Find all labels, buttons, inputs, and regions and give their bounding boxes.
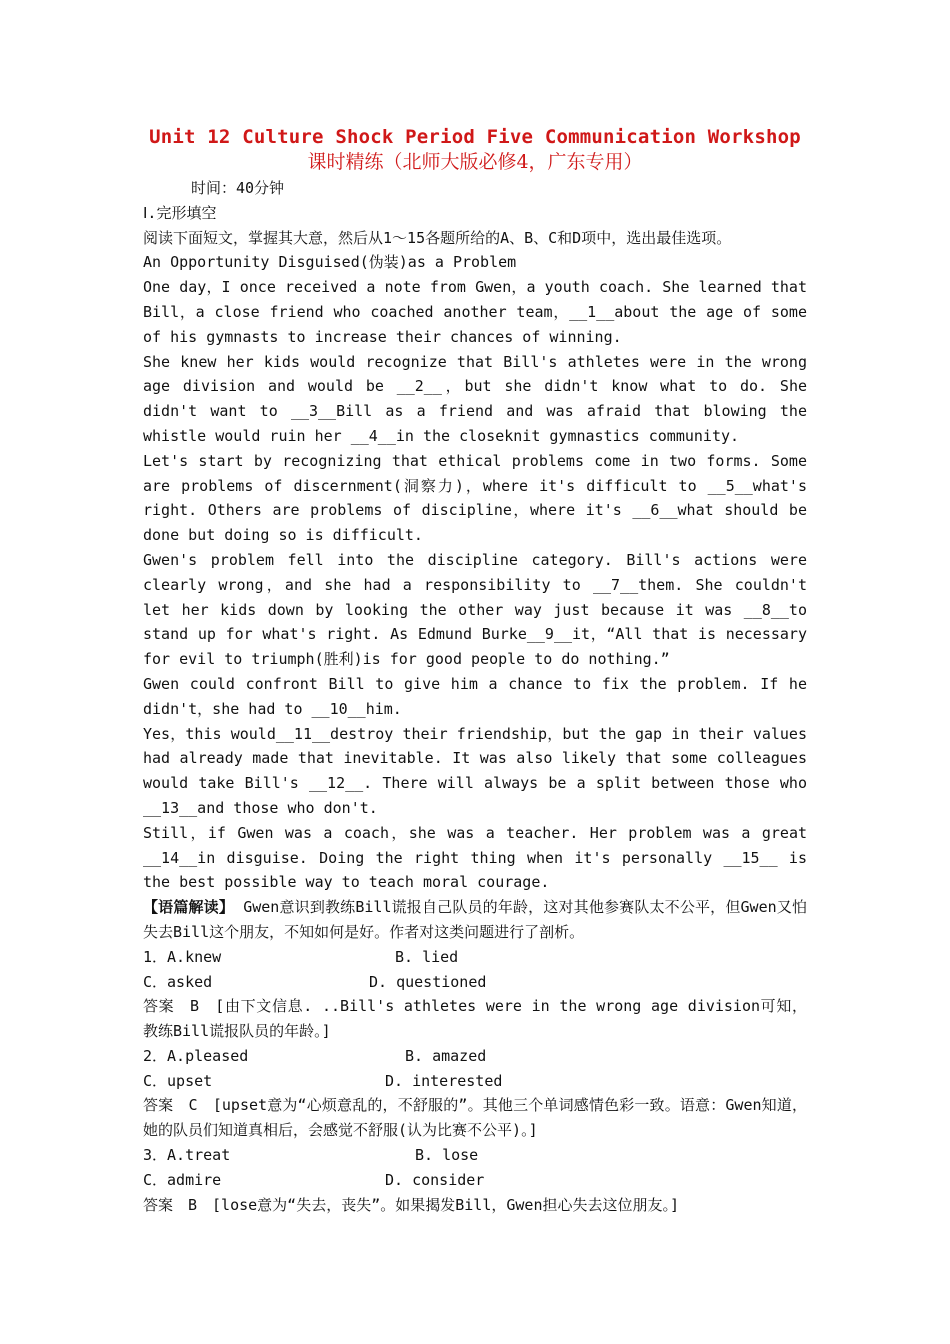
passage-paragraph: Gwen could confront Bill to give him a chance to fix the problem. If he didn't，she had to __10__him. [143, 674, 807, 718]
question-3-option-d: D. consider [385, 1170, 485, 1189]
passage-paragraph: One day，I once received a note from Gwen，a youth coach. She learned that Bill，a close friend who coached another team，__1__about the age of some of his gymnasts to increase their chances of winning. [143, 278, 807, 346]
analysis-label: 【语篇解读】 [143, 898, 235, 917]
instruction: 阅读下面短文，掌握其大意，然后从1～15各题所给的A、B、C和D项中，选出最佳选项。 [143, 228, 732, 247]
question-3-option-c: C．admire [143, 1170, 222, 1189]
course-subtitle: 课时精练（北师大版必修4，广东专用） [307, 151, 643, 173]
time-limit: 时间：40分钟 [191, 179, 285, 197]
question-1-answer: 答案 B [由下文信息. ..Bill's athletes were in the wrong age division可知，教练Bill谎报队员的年龄。] [143, 997, 807, 1041]
passage-paragraph: Gwen's problem fell into the discipline category. Bill's actions were clearly wrong，and she had a responsibility to __7__them. She couldn't let her kids down by looking the other way just because it was __8__to stand up for what's right. As Edmund Burke__9__it，“All that is necessary for evil to triumph(胜利)is for good people to do nothing.” [143, 550, 807, 669]
question-2-options-row1 [143, 1044, 807, 1069]
question-3-answer: 答案 B [lose意为“失去，丧失”。如果揭发Bill，Gwen担心失去这位朋友。] [143, 1195, 680, 1214]
question-1-option-d: D. questioned [369, 972, 487, 991]
question-2-option-a: 2．A.pleased [143, 1046, 249, 1065]
question-1-option-a: 1．A.knew [143, 947, 222, 966]
question-2-answer: 答案 C [upset意为“心烦意乱的，不舒服的”。其他三个单词感情色彩一致。语意：Gwen知道，她的队员们知道真相后，会感觉不舒服(认为比赛不公平)。] [143, 1096, 807, 1140]
passage-title: An Opportunity Disguised(伪装)as a Problem [143, 253, 517, 272]
unit-title: Unit 12 Culture Shock Period Five Communication Workshop [149, 126, 801, 148]
question-2-options-row2 [143, 1069, 807, 1094]
passage-paragraph: She knew her kids would recognize that Bill's athletes were in the wrong age division and would be __2__，but she didn't know what to do. She didn't want to __3__Bill as a friend and was afraid that blowing the whistle would ruin her __4__in the closeknit gymnastics community. [143, 352, 807, 445]
question-3-option-b: B. lose [415, 1146, 479, 1165]
passage-paragraph: Still，if Gwen was a coach，she was a teacher. Her problem was a great __14__in disguise. Doing the right thing when it's personally __15__ is the best possible way to teach moral courage. [143, 823, 807, 892]
section-heading: Ⅰ.完形填空 [143, 203, 217, 222]
question-3-options-row1 [143, 1143, 807, 1168]
question-2-option-b: B. amazed [405, 1046, 487, 1065]
passage-paragraph: Yes，this would__11__destroy their friendship，but the gap in their values had already made that inevitable. It was also likely that some colleagues would take Bill's __12__. There will always be a split between those who __13__and those who don't. [143, 724, 807, 817]
analysis-text: Gwen意识到教练Bill谎报自己队员的年龄，这对其他参赛队太不公平，但Gwen又怕失去Bill这个朋友，不知如何是好。作者对这类问题进行了剖析。 [143, 898, 807, 941]
document-page [143, 124, 807, 1217]
passage-paragraph: Let's start by recognizing that ethical problems come in two forms. Some are problems of discernment(洞察力)，where it's difficult to __5__what's right. Others are problems of discipline，where it's __6__what should be done but doing so is difficult. [143, 451, 807, 545]
question-2-option-c: C．upset [143, 1071, 213, 1090]
question-2-option-d: D. interested [385, 1071, 503, 1090]
question-3-options-row2 [143, 1168, 807, 1193]
question-1-option-b: B. lied [395, 947, 459, 966]
passage-analysis [143, 895, 807, 945]
question-1-options-row1 [143, 945, 807, 970]
question-3-option-a: 3．A.treat [143, 1146, 231, 1165]
question-1-option-c: C．asked [143, 972, 213, 991]
question-1-options-row2 [143, 970, 807, 995]
